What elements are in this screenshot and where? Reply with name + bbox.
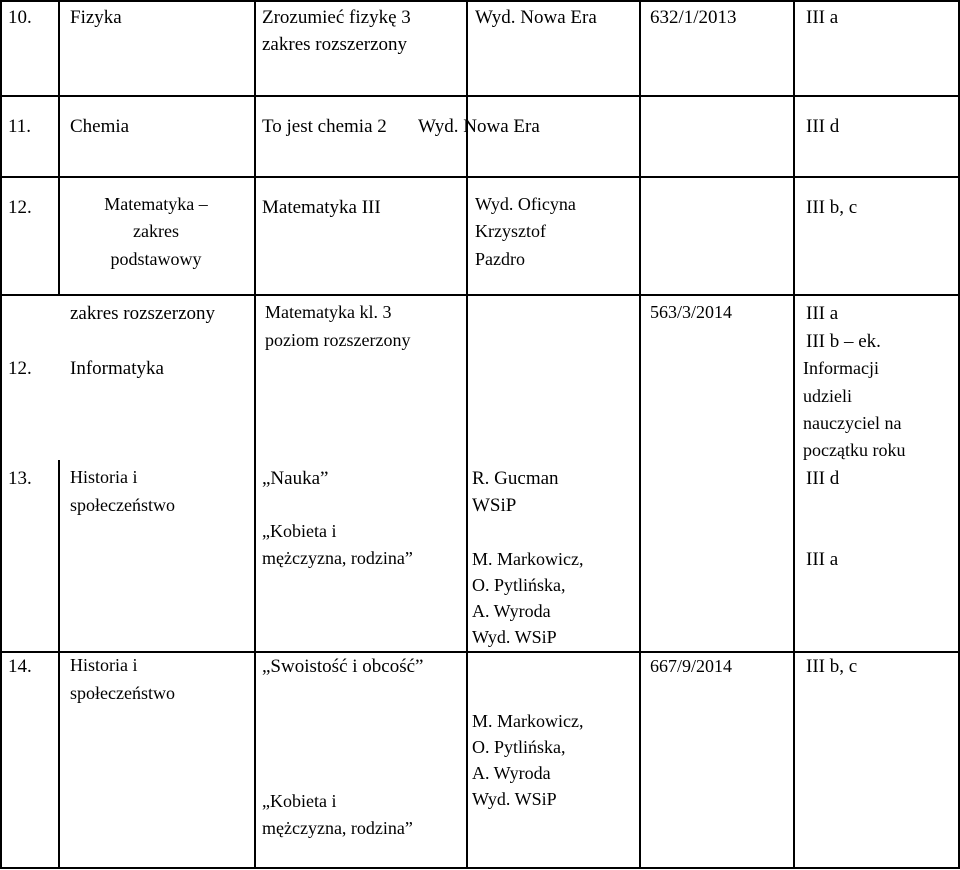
row-divider xyxy=(0,176,960,178)
book-title: „Nauka” xyxy=(262,468,329,489)
classes: III a xyxy=(806,303,839,324)
book-title: mężczyzna, rodzina” xyxy=(262,818,413,838)
author: A. Wyroda xyxy=(472,601,551,621)
table-border-top xyxy=(0,0,960,2)
publisher: Pazdro xyxy=(475,249,525,269)
note: początku roku xyxy=(803,440,906,460)
author: M. Markowicz, xyxy=(472,711,584,731)
book-title: To jest chemia 2 xyxy=(262,116,387,137)
publisher: Wyd. WSiP xyxy=(472,627,557,647)
publisher: Wyd. WSiP xyxy=(472,789,557,809)
book-title: zakres rozszerzony xyxy=(262,34,408,55)
row-divider xyxy=(0,651,960,653)
subject: Historia i xyxy=(70,467,138,487)
book-title: poziom rozszerzony xyxy=(265,330,411,350)
subject: zakres xyxy=(133,221,179,241)
col-divider xyxy=(58,0,60,294)
approval-number: 563/3/2014 xyxy=(650,302,733,322)
publisher: Wyd. Oficyna xyxy=(475,194,576,214)
author: A. Wyroda xyxy=(472,763,551,783)
row-number: 12. xyxy=(8,358,32,379)
book-title: „Swoistość i obcość” xyxy=(262,656,424,677)
subject: Fizyka xyxy=(70,7,122,28)
classes: III b, c xyxy=(806,197,858,218)
book-title: Matematyka kl. 3 xyxy=(265,302,392,322)
col-divider xyxy=(793,0,795,869)
subject: Historia i xyxy=(70,655,138,675)
book-title: Matematyka III xyxy=(262,197,381,218)
author: O. Pytlińska, xyxy=(472,737,566,757)
publisher: WSiP xyxy=(472,495,517,516)
subject: Matematyka – xyxy=(104,194,208,214)
book-title: „Kobieta i xyxy=(262,791,337,811)
subject: podstawowy xyxy=(110,249,202,269)
note: udzieli xyxy=(803,386,852,406)
author: O. Pytlińska, xyxy=(472,575,566,595)
col-divider xyxy=(0,0,2,869)
publisher: Wyd. Nowa Era xyxy=(475,7,597,28)
row-number: 13. xyxy=(8,468,32,489)
classes: III b, c xyxy=(806,656,858,677)
subject: Informatyka xyxy=(70,358,164,379)
col-divider xyxy=(254,0,256,869)
author: M. Markowicz, xyxy=(472,549,584,569)
subject: społeczeństwo xyxy=(70,683,175,703)
classes: III b – ek. xyxy=(806,331,881,352)
publisher: Krzysztof xyxy=(475,221,546,241)
classes: III d xyxy=(806,116,840,137)
classes: III a xyxy=(806,549,839,570)
classes: III a xyxy=(806,7,839,28)
approval-number: 667/9/2014 xyxy=(650,656,733,676)
publisher: Wyd. Nowa Era xyxy=(418,116,540,137)
row-divider xyxy=(0,95,960,97)
subject: społeczeństwo xyxy=(70,495,175,515)
subject: Chemia xyxy=(70,116,130,137)
author: R. Gucman xyxy=(472,468,559,489)
approval-number: 632/1/2013 xyxy=(650,7,737,28)
note: Informacji xyxy=(803,358,879,378)
row-divider xyxy=(0,294,960,296)
book-title: Zrozumieć fizykę 3 xyxy=(262,7,411,28)
classes: III d xyxy=(806,468,840,489)
col-divider xyxy=(58,460,60,869)
note: nauczyciel na xyxy=(803,413,902,433)
subject: zakres rozszerzony xyxy=(70,303,216,324)
row-number: 12. xyxy=(8,197,32,218)
book-title: „Kobieta i xyxy=(262,521,337,541)
table-border-bottom xyxy=(0,867,960,869)
book-title: mężczyzna, rodzina” xyxy=(262,548,413,568)
row-number: 10. xyxy=(8,7,32,28)
row-number: 11. xyxy=(8,116,32,137)
col-divider xyxy=(639,0,641,869)
row-number: 14. xyxy=(8,656,32,677)
